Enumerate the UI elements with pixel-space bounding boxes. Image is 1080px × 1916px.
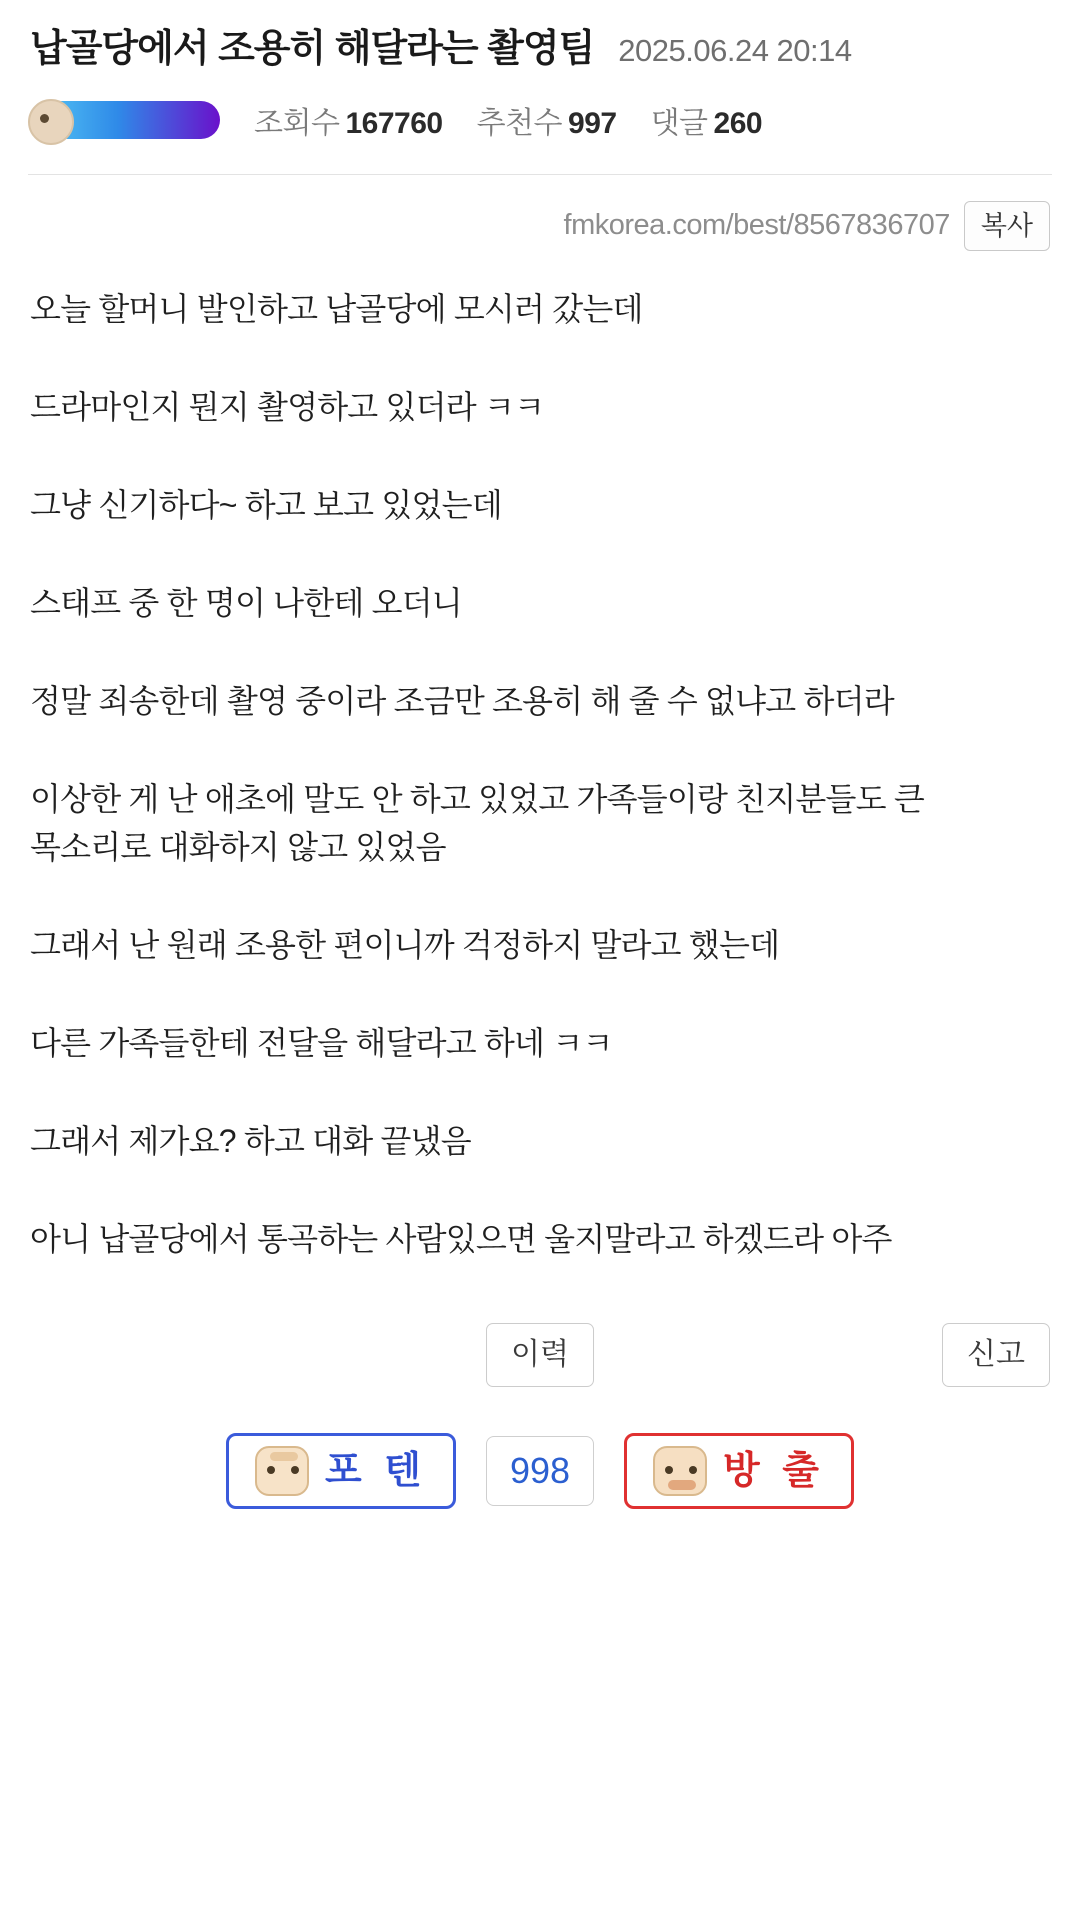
- vote-count[interactable]: 998: [486, 1436, 594, 1506]
- page-title: 납골당에서 조용히 해달라는 촬영팀: [30, 28, 595, 70]
- post-paragraph: 그래서 난 원래 조용한 편이니까 걱정하지 말라고 했는데: [30, 926, 780, 963]
- comment-count-label: 댓글: [650, 106, 708, 140]
- post-meta: [30, 98, 1050, 142]
- view-count-value: 167760: [345, 106, 443, 140]
- vote-row: [0, 1433, 1080, 1543]
- view-count: [254, 98, 443, 142]
- post-paragraph: 스태프 중 한 명이 나한테 오더니: [30, 584, 462, 621]
- report-button[interactable]: 신고: [942, 1323, 1050, 1387]
- upvote-label: 포 텐: [325, 1449, 427, 1492]
- view-count-label: 조회수: [254, 106, 340, 140]
- like-count-label: 추천수: [476, 106, 563, 140]
- comment-count: [651, 98, 763, 142]
- post-url: fmkorea.com/best/8567836707: [563, 209, 950, 242]
- downvote-button[interactable]: [624, 1433, 854, 1509]
- title-row: [30, 26, 1050, 74]
- post-paragraph: 드라마인지 뭔지 촬영하고 있더라 ㅋㅋ: [30, 388, 545, 425]
- post-paragraph: 아니 납골당에서 통곡하는 사람있으면 울지말라고 하겠드라 아주: [30, 1220, 892, 1257]
- upvote-button[interactable]: [226, 1433, 456, 1509]
- avatar: [34, 101, 220, 139]
- like-count-value: 997: [568, 106, 617, 140]
- url-bar: [0, 175, 1080, 251]
- post-paragraph: 오늘 할머니 발인하고 납골당에 모시러 갔는데: [30, 290, 643, 327]
- post-paragraph: 정말 죄송한데 촬영 중이라 조금만 조용히 해 줄 수 없냐고 하더라: [30, 682, 894, 719]
- post-paragraph: 이상한 게 난 애초에 말도 안 하고 있었고 가족들이랑 친지분들도 큰 목소리로 대화하지 않고 있었음: [30, 780, 924, 865]
- post-paragraph: 그냥 신기하다~ 하고 보고 있었는데: [30, 486, 502, 523]
- post-header: [0, 0, 1080, 142]
- post-paragraph: 다른 가족들한테 전달을 해달라고 하네 ㅋㅋ: [30, 1024, 613, 1061]
- action-row: [0, 1323, 1080, 1415]
- history-button[interactable]: 이력: [486, 1323, 594, 1387]
- like-count: [477, 98, 617, 142]
- post-body: [0, 251, 1080, 1263]
- post-paragraph: 그래서 제가요? 하고 대화 끝냈음: [30, 1122, 471, 1159]
- thumbs-up-face-icon: [255, 1446, 309, 1496]
- comment-count-value: 260: [713, 106, 763, 140]
- copy-url-button[interactable]: 복사: [964, 201, 1050, 251]
- thumbs-down-face-icon: [653, 1446, 707, 1496]
- downvote-label: 방 출: [723, 1449, 825, 1492]
- post-date: 2025.06.24 20:14: [618, 33, 852, 68]
